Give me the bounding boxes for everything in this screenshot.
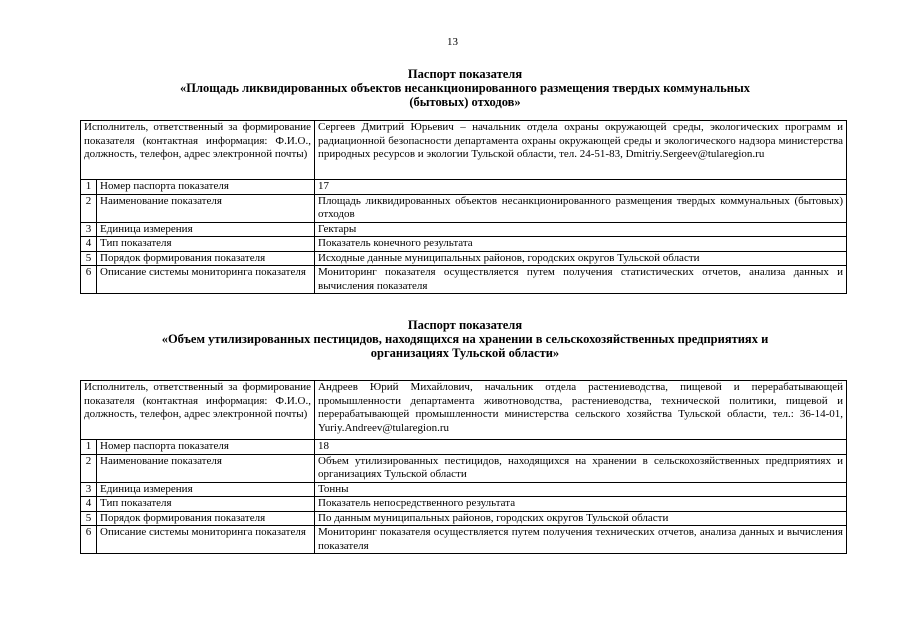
row-number: 2 bbox=[81, 454, 97, 482]
row-value: По данным муниципальных районов, городских округов Тульской области bbox=[315, 511, 847, 526]
passport-2-indicator-title: «Объем утилизированных пестицидов, находящихся на хранении в сельскохозяйственных предприятиях и bbox=[161, 332, 769, 346]
table-row bbox=[81, 511, 847, 526]
passport-1-heading: Паспорт показателя bbox=[407, 67, 523, 81]
row-value: Тонны bbox=[315, 482, 847, 497]
passport-1-indicator-title-cont: (бытовых) отходов» bbox=[409, 95, 521, 109]
row-label: Наименование показателя bbox=[97, 454, 315, 482]
row-label: Единица измерения bbox=[97, 222, 315, 237]
passport-1-title bbox=[80, 67, 850, 109]
table-row bbox=[81, 222, 847, 237]
row-label: Наименование показателя bbox=[97, 194, 315, 222]
row-value: Площадь ликвидированных объектов несанкционированного размещения твердых коммунальных (бытовых) отходов bbox=[315, 194, 847, 222]
table-row bbox=[81, 266, 847, 294]
row-value: Мониторинг показателя осуществляется путем получения статистических отчетов, анализа данных и вычисления показателя bbox=[315, 266, 847, 294]
executor-label: Исполнитель, ответственный за формирование показателя (контактная информация: Ф.И.О., должность, телефон, адрес электронной почты) bbox=[81, 121, 315, 180]
row-label: Порядок формирования показателя bbox=[97, 251, 315, 266]
row-label: Описание системы мониторинга показателя bbox=[97, 266, 315, 294]
row-number: 3 bbox=[81, 222, 97, 237]
row-label: Порядок формирования показателя bbox=[97, 511, 315, 526]
row-number: 6 bbox=[81, 266, 97, 294]
table-row bbox=[81, 180, 847, 195]
table-row bbox=[81, 526, 847, 554]
row-number: 1 bbox=[81, 440, 97, 455]
row-label: Тип показателя bbox=[97, 237, 315, 252]
row-value: Показатель непосредственного результата bbox=[315, 497, 847, 512]
row-number: 5 bbox=[81, 251, 97, 266]
row-label: Единица измерения bbox=[97, 482, 315, 497]
row-number: 6 bbox=[81, 526, 97, 554]
table-row bbox=[81, 251, 847, 266]
row-value: Исходные данные муниципальных районов, городских округов Тульской области bbox=[315, 251, 847, 266]
row-value: Гектары bbox=[315, 222, 847, 237]
row-number: 4 bbox=[81, 497, 97, 512]
table-row bbox=[81, 381, 847, 440]
row-value: 18 bbox=[315, 440, 847, 455]
row-label: Номер паспорта показателя bbox=[97, 440, 315, 455]
table-row bbox=[81, 454, 847, 482]
row-label: Номер паспорта показателя bbox=[97, 180, 315, 195]
passport-1-indicator-title: «Площадь ликвидированных объектов несанкционированного размещения твердых коммунальных bbox=[180, 81, 750, 95]
row-number: 5 bbox=[81, 511, 97, 526]
row-value: 17 bbox=[315, 180, 847, 195]
executor-label: Исполнитель, ответственный за формирование показателя (контактная информация: Ф.И.О., должность, телефон, адрес электронной почты) bbox=[81, 381, 315, 440]
table-row bbox=[81, 482, 847, 497]
row-number: 1 bbox=[81, 180, 97, 195]
table-row bbox=[81, 194, 847, 222]
table-row bbox=[81, 497, 847, 512]
executor-value: Андреев Юрий Михайлович, начальник отдела растениеводства, пищевой и перерабатывающей промышленности департамента животноводства, растениеводства, технической политики, пищевой и перерабатывающей промышленности министерства сельского хозяйства Тульской области, тел.: 36-14-01, Yuriy.Andreev@tularegion.ru bbox=[315, 381, 847, 440]
executor-value: Сергеев Дмитрий Юрьевич – начальник отдела охраны окружающей среды, экологических программ и радиационной безопасности департамента охраны окружающей среды и экологического надзора министерства природных ресурсов и экологии Тульской области, тел. 24-51-83, Dmitriy.Sergeev@tularegion.ru bbox=[315, 121, 847, 180]
row-label: Тип показателя bbox=[97, 497, 315, 512]
table-row bbox=[81, 440, 847, 455]
table-row bbox=[81, 237, 847, 252]
passport-1-table bbox=[80, 120, 847, 294]
table-row bbox=[81, 121, 847, 180]
row-number: 2 bbox=[81, 194, 97, 222]
passport-2-title bbox=[80, 318, 850, 360]
row-number: 3 bbox=[81, 482, 97, 497]
row-value: Показатель конечного результата bbox=[315, 237, 847, 252]
row-value: Объем утилизированных пестицидов, находящихся на хранении в сельскохозяйственных предприятиях и организациях Тульской области bbox=[315, 454, 847, 482]
page-number: 13 bbox=[447, 36, 458, 48]
row-label: Описание системы мониторинга показателя bbox=[97, 526, 315, 554]
passport-2-indicator-title-cont: организациях Тульской области» bbox=[370, 346, 560, 360]
passport-2-heading: Паспорт показателя bbox=[407, 318, 523, 332]
passport-2-table bbox=[80, 380, 847, 554]
row-value: Мониторинг показателя осуществляется путем получения технических отчетов, анализа данных и вычисления показателя bbox=[315, 526, 847, 554]
row-number: 4 bbox=[81, 237, 97, 252]
